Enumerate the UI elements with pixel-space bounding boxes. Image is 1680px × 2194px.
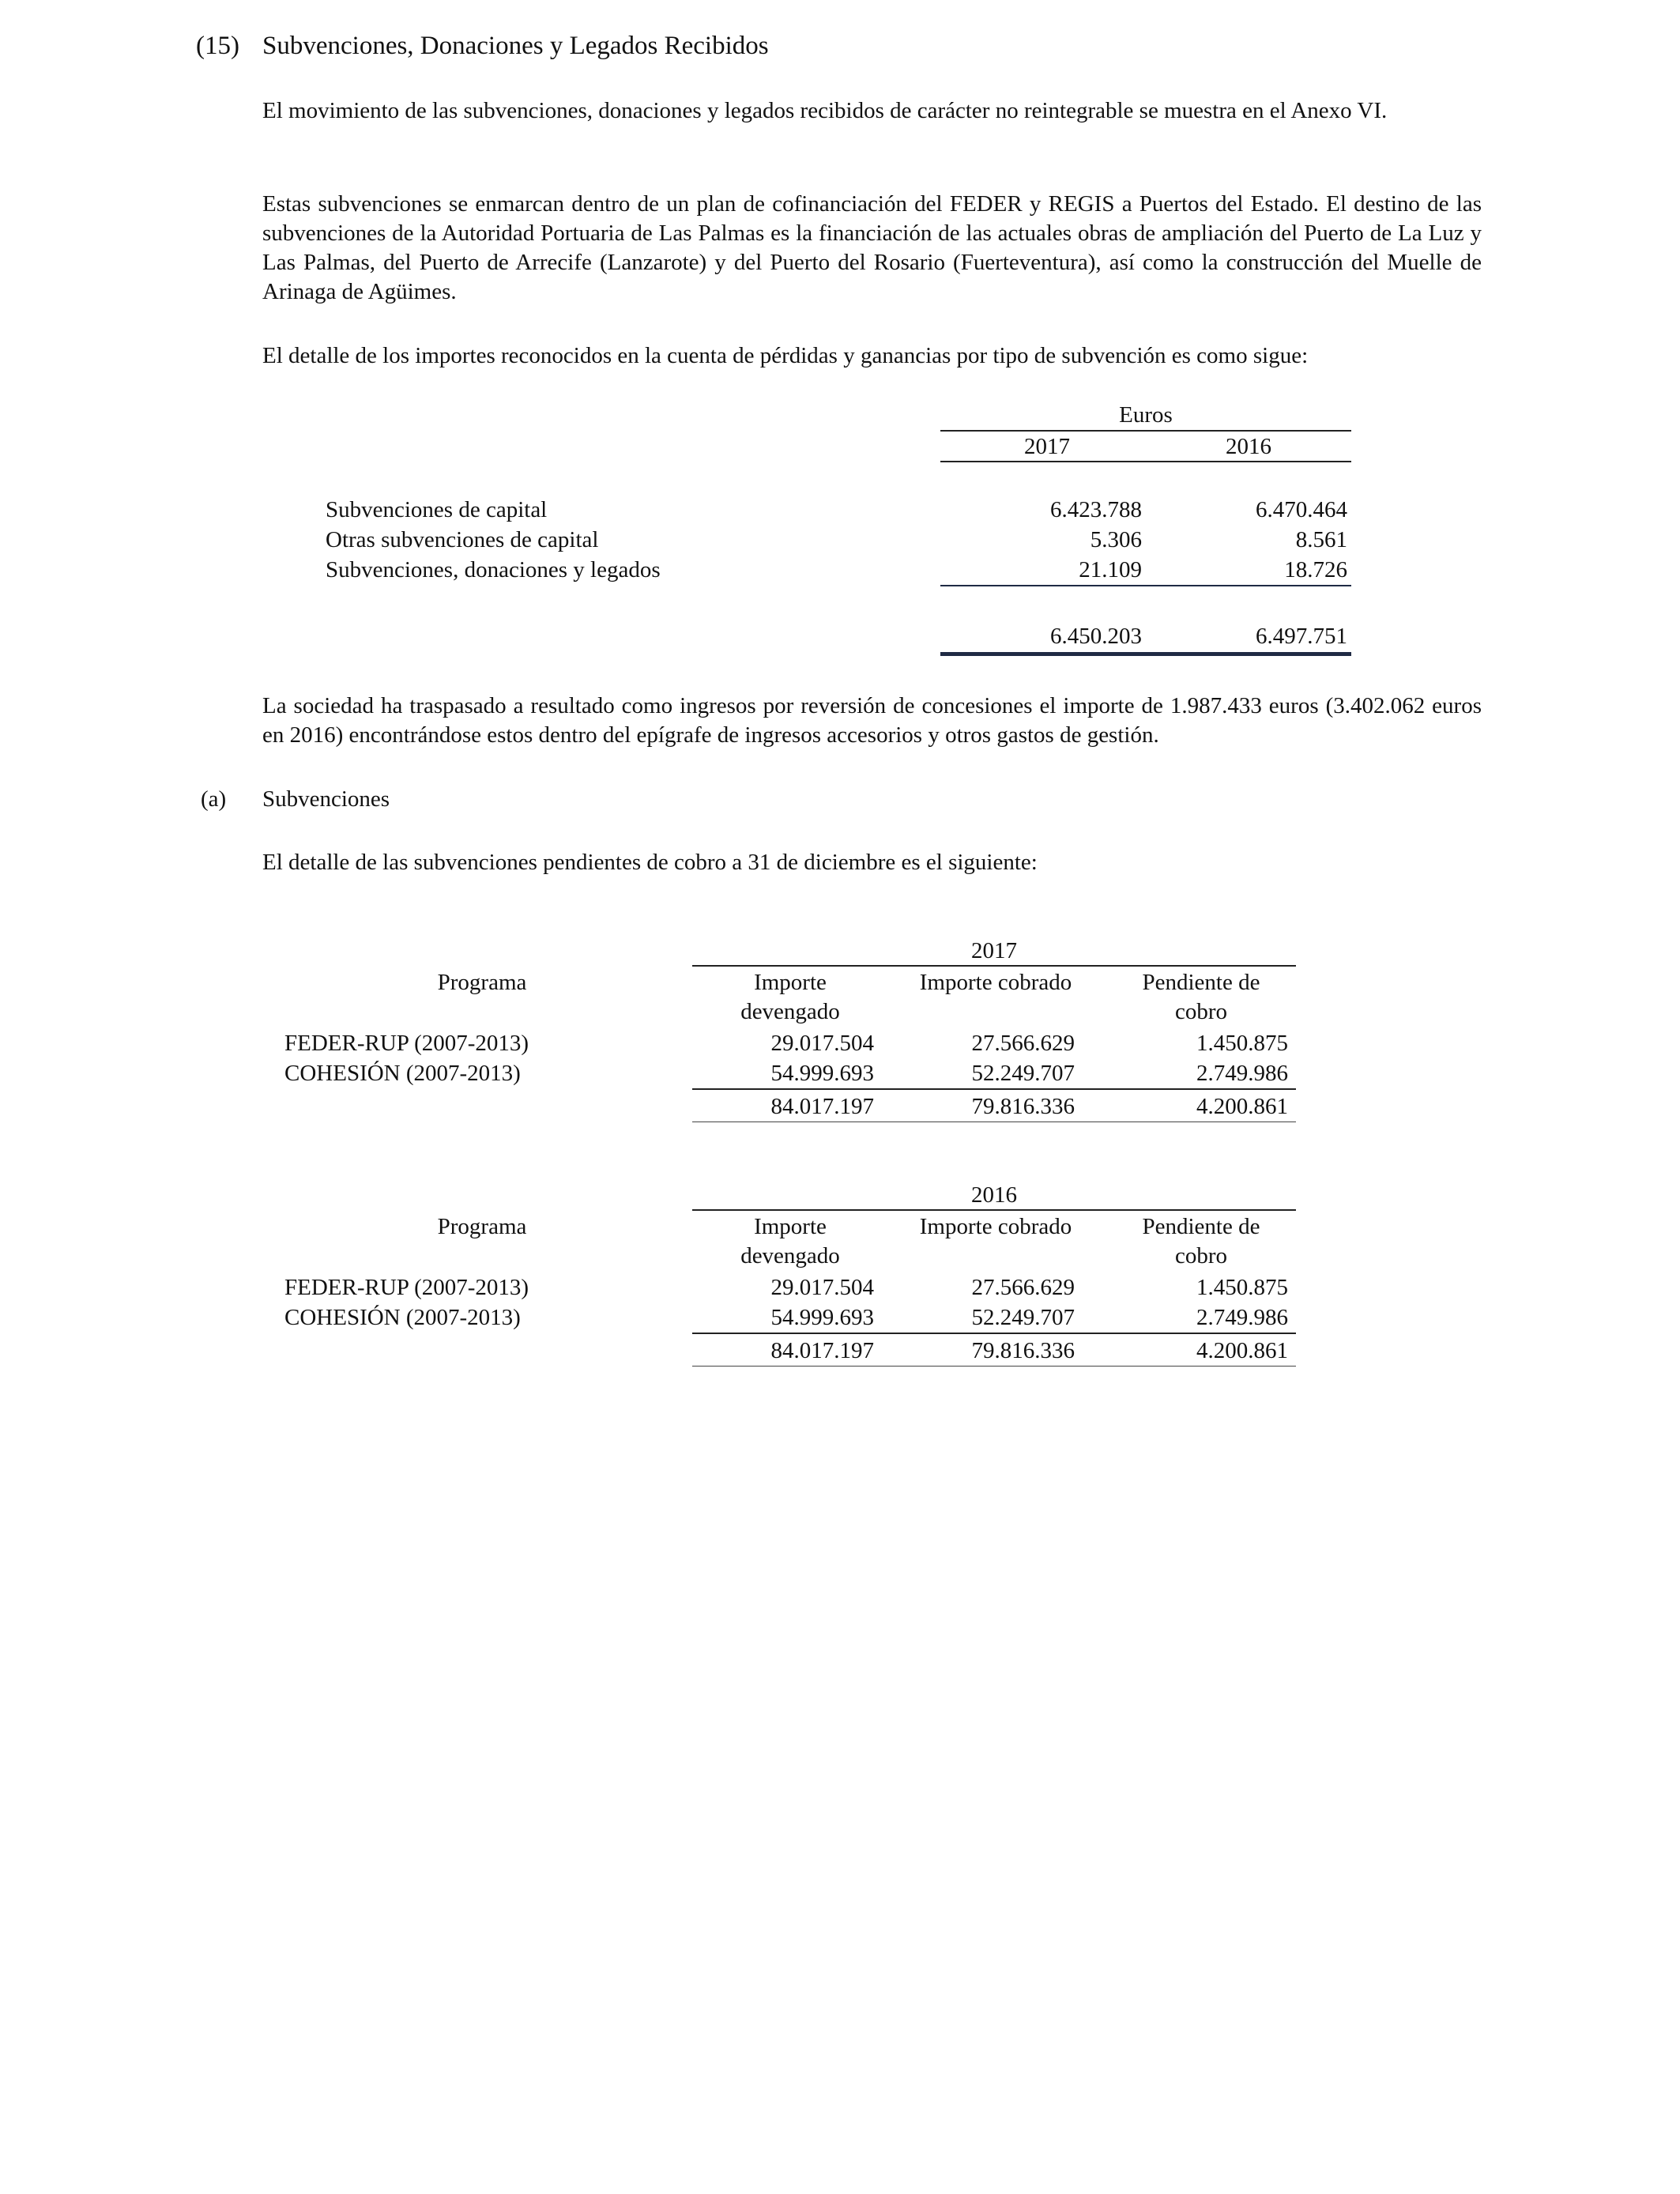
section-number: (15) [196,32,239,60]
subtotal-rule [692,1333,1296,1334]
header-rule [692,965,1296,967]
column-header-pendiente: Pendiente de [1142,970,1260,995]
currency-header: Euros [1119,402,1173,428]
subsection-title: Subvenciones [262,786,390,812]
column-header-cobro: cobro [1174,999,1228,1024]
subsection-intro: El detalle de las subvenciones pendientes de cobro a 31 de diciembre es el siguiente: [262,850,1038,875]
section-title: Subvenciones, Donaciones y Legados Recibidos [262,32,769,60]
column-header-importe: Importe [754,970,827,995]
table-row-programa: FEDER-RUP (2007-2013) [284,1275,529,1300]
table-cell-2016: 6.470.464 [1256,497,1347,522]
table-row-label: Subvenciones de capital [326,497,548,522]
total-rule [692,1366,1296,1367]
column-header-devengado: devengado [740,1243,840,1269]
column-header-pendiente: Pendiente de [1142,1214,1260,1239]
column-header-cobrado: Importe cobrado [919,970,1072,995]
table-total-2016: 6.497.751 [1256,624,1347,649]
table-row-label: Subvenciones, donaciones y legados [326,557,661,582]
table-cell-pendiente: 1.450.875 [1196,1275,1288,1300]
table-cell-pendiente: 2.749.986 [1196,1061,1288,1086]
table-cell-cobrado: 52.249.707 [971,1305,1075,1330]
table-row-programa: COHESIÓN (2007-2013) [284,1305,521,1330]
column-header-programa: Programa [437,970,527,995]
table-total-2017: 6.450.203 [1050,624,1142,649]
table-cell-pendiente: 1.450.875 [1196,1031,1288,1056]
table-total-devengado: 84.017.197 [770,1338,874,1363]
subsection-label: (a) [201,786,227,812]
column-header-cobro: cobro [1174,1243,1228,1269]
table-cell-cobrado: 27.566.629 [971,1031,1075,1056]
table-total-cobrado: 79.816.336 [971,1338,1075,1363]
subtotal-rule [692,1088,1296,1090]
header-rule [692,1209,1296,1211]
table-cell-devengado: 54.999.693 [770,1061,874,1086]
table-cell-cobrado: 27.566.629 [971,1275,1075,1300]
table-total-pendiente: 4.200.861 [1196,1094,1288,1119]
subtotal-rule [940,585,1351,586]
table-cell-2017: 21.109 [1079,557,1142,582]
table-cell-cobrado: 52.249.707 [971,1061,1075,1086]
table-row-programa: FEDER-RUP (2007-2013) [284,1031,529,1056]
table-cell-2017: 5.306 [1090,527,1142,552]
table-cell-pendiente: 2.749.986 [1196,1305,1288,1330]
header-rule [940,430,1351,432]
total-double-rule [940,652,1351,656]
table-cell-devengado: 54.999.693 [770,1305,874,1330]
column-header-importe: Importe [754,1214,827,1239]
table-cell-2016: 18.726 [1284,557,1347,582]
paragraph-anexo: El movimiento de las subvenciones, donaciones y legados recibidos de carácter no reintegrable se muestra en el Anexo VI. [262,98,1388,123]
table-cell-2016: 8.561 [1295,527,1347,552]
table-cell-devengado: 29.017.504 [770,1275,874,1300]
paragraph-reversion-concesiones: La sociedad ha traspasado a resultado como ingresos por reversión de concesiones el importe de 1.987.433 euros (3.402.062 euros en 2016) encontrándose estos dentro del epígrafe de ingresos accesorios y otros gastos de gestión. [262,693,1482,748]
paragraph-detalle-importes: El detalle de los importes reconocidos en la cuenta de pérdidas y ganancias por tipo de subvención es como sigue: [262,343,1309,368]
table-row-programa: COHESIÓN (2007-2013) [284,1061,521,1086]
table-year-header: 2016 [971,1182,1017,1208]
table-total-devengado: 84.017.197 [770,1094,874,1119]
table-row-label: Otras subvenciones de capital [326,527,599,552]
table-cell-devengado: 29.017.504 [770,1031,874,1056]
paragraph-cofinanciacion: Estas subvenciones se enmarcan dentro de un plan de cofinanciación del FEDER y REGIS a Puertos del Estado. El destino de las subvenciones de la Autoridad Portuaria de Las Palmas es la financiación de las actuales obras de ampliación del Puerto de La Luz y Las Palmas, del Puerto de Arrecife (Lanzarote) y del Puerto del Rosario (Fuerteventura), así como la construcción del Muelle de Arinaga de Agüimes. [262,191,1482,304]
column-header-devengado: devengado [740,999,840,1024]
table-total-cobrado: 79.816.336 [971,1094,1075,1119]
column-header-cobrado: Importe cobrado [919,1214,1072,1239]
year-header-2016: 2016 [1226,434,1271,459]
year-header-2017: 2017 [1024,434,1070,459]
header-rule-bottom [940,461,1351,462]
table-cell-2017: 6.423.788 [1050,497,1142,522]
table-year-header: 2017 [971,938,1017,963]
column-header-programa: Programa [437,1214,527,1239]
table-total-pendiente: 4.200.861 [1196,1338,1288,1363]
